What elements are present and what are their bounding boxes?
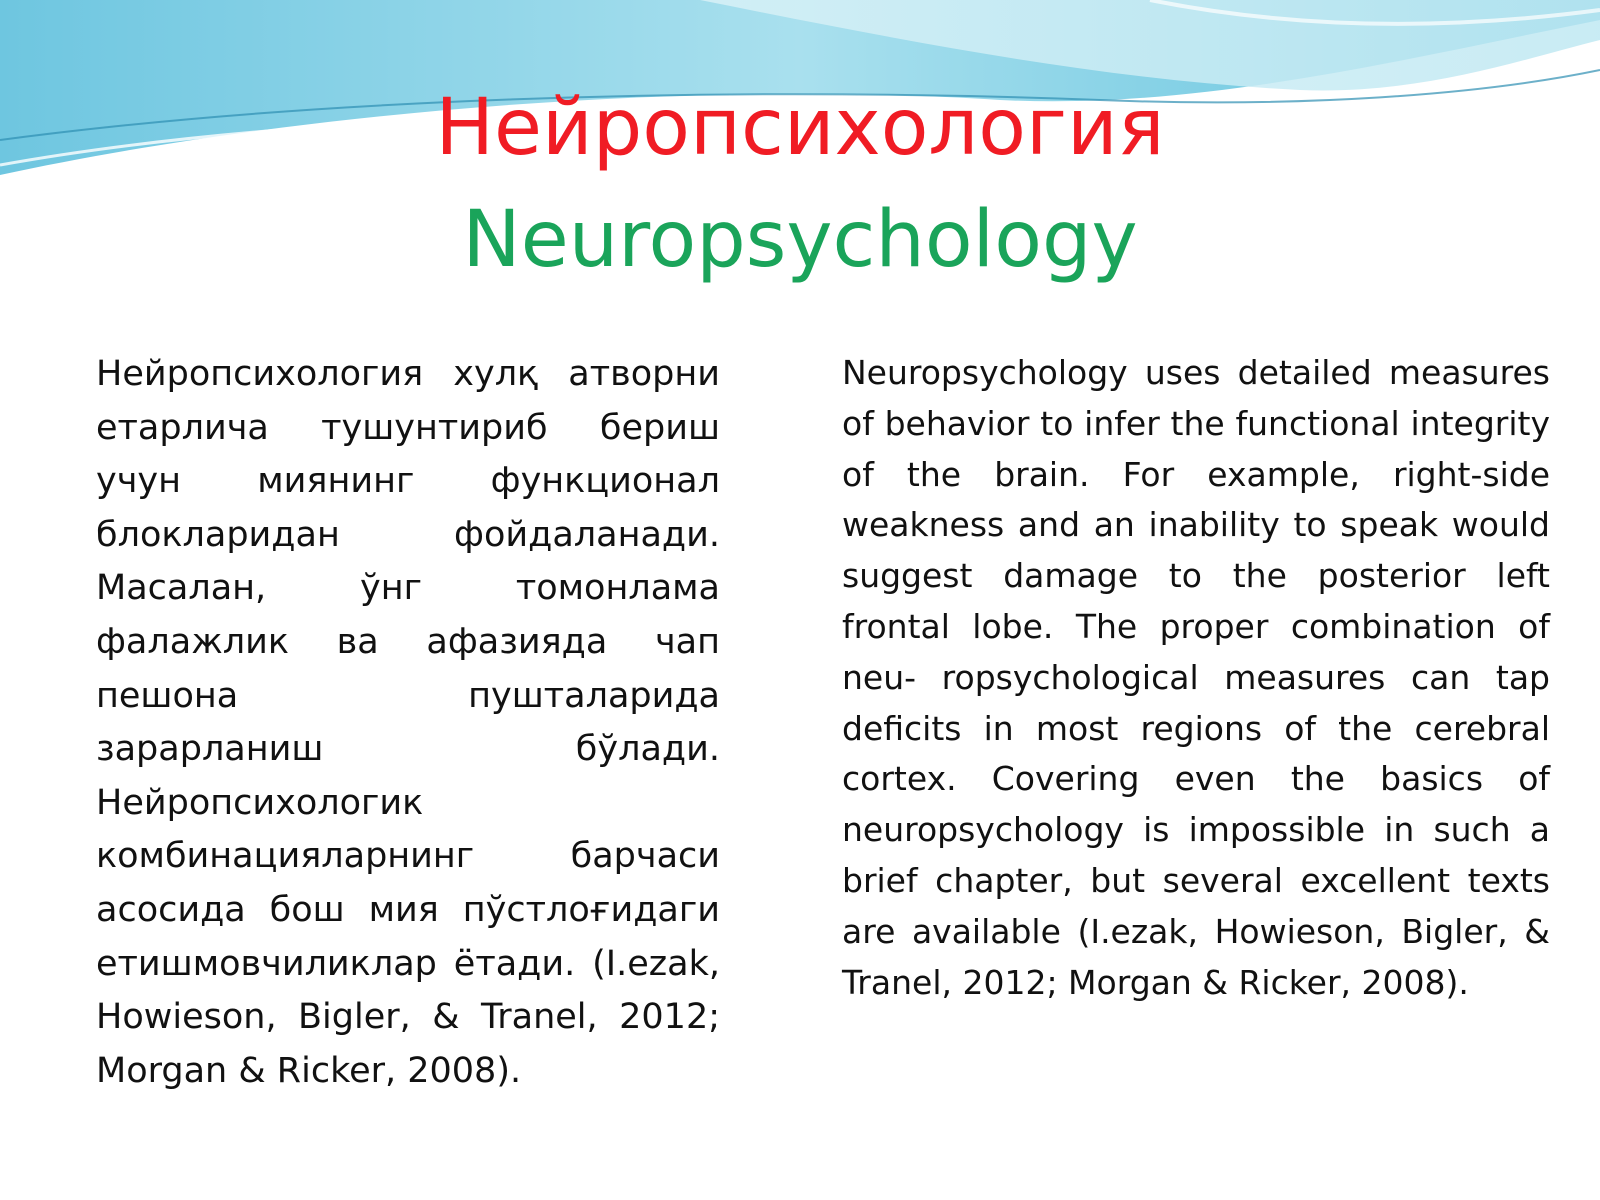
title-english: Neuropsychology: [462, 195, 1138, 285]
title-russian: Нейропсихология: [435, 83, 1165, 173]
body-text-english: Neuropsychology uses detailed measures of behavior to infer the functional integrity of the brain. For example, right-side weakness and an inability to speak would suggest damage to the posterior left frontal lobe. The proper combination of neu- ropsychological measures can tap deficits in most regions of the cerebral cortex. Covering even the basics of neuropsychology is impossible in such a brief chapter, but several excellent texts are available (I.ezak, Howieson, Bigler, & Tranel, 2012; Morgan & Ricker, 2008).: [842, 353, 1550, 1002]
body-text-uzbek: Нейропсихология хулқ атворни етарлича тушунтириб бериш учун миянинг функционал блокларидан фойдаланади. Масалан, ўнг томонлама фалажлик ва афазияда чап пешона пушталарида зарарланиш бўлади. Нейропсихологик комбинацияларнинг барчаси асосида бош мия пўстлоғидаги етишмовчиликлар ётади. (I.ezak, Howieson, Bigler, & Tranel, 2012; Morgan & Ricker, 2008).: [96, 354, 720, 1091]
